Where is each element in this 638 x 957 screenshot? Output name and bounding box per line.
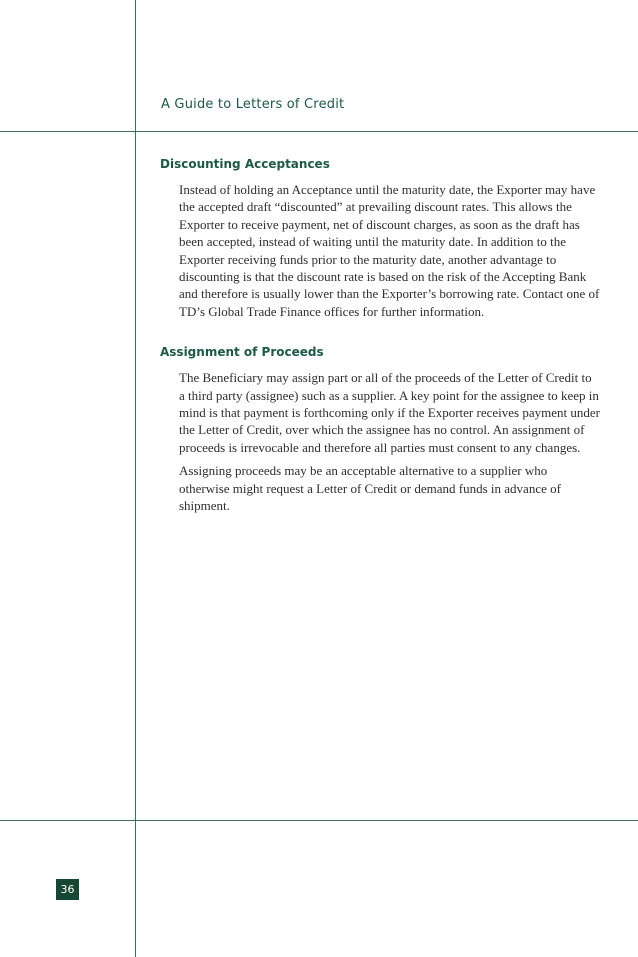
guide-title: A Guide to Letters of Credit — [161, 97, 345, 112]
paragraph: Instead of holding an Acceptance until the maturity date, the Exporter may have the accepted draft “discounted” at prevailing discount rates. This allows the Exporter to receive payment, net of discount charges, as soon as the draft has been accepted, instead of waiting until the maturity date. In addition to the Exporter receiving funds prior to the maturity date, another advantage to discounting is that the discount rate is based on the risk of the Accepting Bank and therefore is usually lower than the Exporter’s borrowing rate. Contact one of TD’s Global Trade Finance offices for further information. — [179, 182, 600, 319]
page-content — [160, 156, 600, 521]
section-heading: Assignment of Proceeds — [160, 345, 324, 360]
page-number: 36 — [56, 879, 79, 900]
vertical-rule — [135, 0, 136, 957]
section-discounting-acceptances — [160, 156, 600, 320]
section-assignment-of-proceeds — [160, 344, 600, 514]
footer-rule — [0, 820, 638, 821]
header-rule — [0, 131, 638, 132]
section-heading: Discounting Acceptances — [160, 157, 330, 171]
paragraph: Assigning proceeds may be an acceptable alternative to a supplier who otherwise might request a Letter of Credit or demand funds in advance of shipment. — [179, 463, 561, 514]
paragraph: The Beneficiary may assign part or all of the proceeds of the Letter of Credit to a third party (assignee) such as a supplier. A key point for the assignee to keep in mind is that payment is forthcoming only if the Exporter receives payment under the Letter of Credit, over which the assignee has no control. An assignment of proceeds is irrevocable and therefore all parties must consent to any changes. — [179, 370, 600, 455]
